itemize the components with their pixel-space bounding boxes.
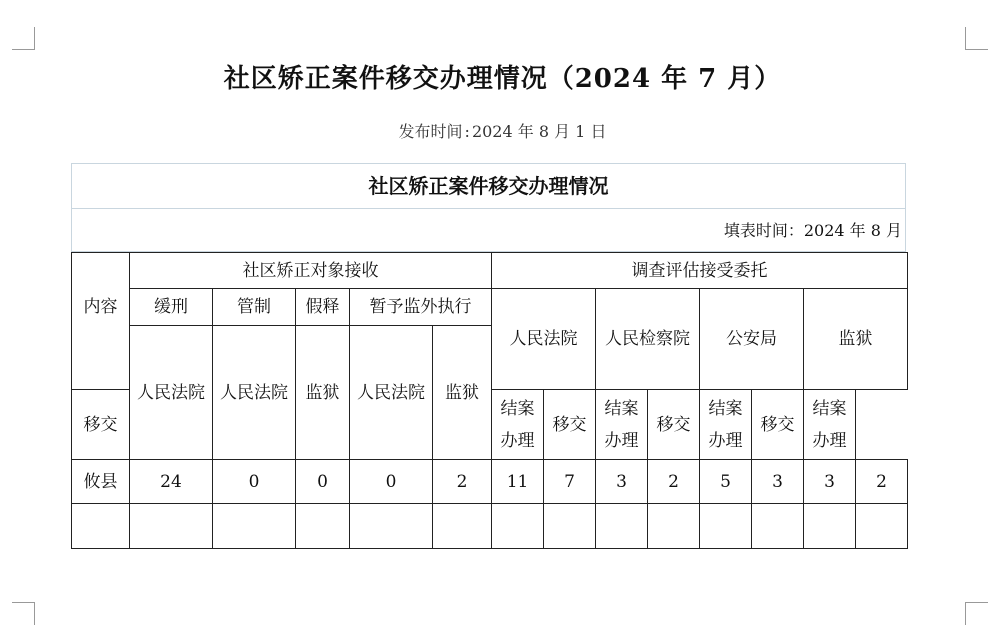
crop-mark-bottom-right [965,602,988,625]
closed-line-1: 结案 [708,398,743,419]
header-police-closed [700,390,752,460]
header-court-transfer: 移交 [72,390,130,460]
data-table [71,252,908,549]
crop-mark-top-right [965,27,988,50]
header-jiashi-prison: 监狱 [296,326,350,460]
cell-value: 0 [213,460,296,504]
closed-line-2: 办理 [604,430,639,451]
table-header-row-1 [72,253,908,289]
cell-value: 3 [596,460,648,504]
header-zanyu-court: 人民法院 [350,326,433,460]
fill-time: 填表时间：2024 年 8 月 [723,221,902,240]
publish-date-value: 2024 年 8 月 1 日 [471,122,607,141]
cell-value: 11 [492,460,544,504]
cell-value: 5 [700,460,752,504]
header-group-receive: 社区矫正对象接收 [130,253,492,289]
empty-cell [130,504,213,549]
cell-value: 2 [856,460,908,504]
header-guanzhi: 管制 [213,289,296,326]
row-name: 攸县 [72,460,130,504]
cell-value: 0 [350,460,433,504]
empty-cell [544,504,596,549]
closed-line-2: 办理 [812,430,847,451]
header-zanyu-prison: 监狱 [433,326,492,460]
header-survey-police: 公安局 [700,289,804,390]
empty-cell [296,504,350,549]
header-huanxing: 缓刑 [130,289,213,326]
table-row [72,460,908,504]
header-court-closed [492,390,544,460]
header-police-transfer: 移交 [648,390,700,460]
header-prosecutor-transfer: 移交 [544,390,596,460]
table-header-box [71,163,906,252]
publish-date: 发布时间 : 2024 年 8 月 1 日 [398,122,607,141]
header-content: 内容 [72,253,130,390]
cell-value: 3 [752,460,804,504]
empty-cell [433,504,492,549]
header-prison-closed [804,390,856,460]
document-title: 社区矫正案件移交办理情况（2024 年 7 月） [223,64,782,94]
closed-line-1: 结案 [500,398,535,419]
publish-date-label: 发布时间 [398,122,463,141]
table-caption: 社区矫正案件移交办理情况 [72,164,905,209]
header-survey-prosecutor: 人民检察院 [596,289,700,390]
table-row-empty [72,504,908,549]
empty-cell [350,504,433,549]
empty-cell [213,504,296,549]
header-jiashi: 假释 [296,289,350,326]
closed-line-2: 办理 [500,430,535,451]
header-group-survey: 调查评估接受委托 [492,253,908,289]
empty-cell [596,504,648,549]
empty-cell [856,504,908,549]
header-zanyu: 暂予监外执行 [350,289,492,326]
empty-cell [648,504,700,549]
table-header-row-2 [72,289,908,326]
crop-mark-top-left [12,27,35,50]
cell-value: 7 [544,460,596,504]
empty-cell [804,504,856,549]
empty-cell [752,504,804,549]
cell-value: 2 [648,460,700,504]
header-prison-transfer: 移交 [752,390,804,460]
cell-value: 3 [804,460,856,504]
empty-cell [72,504,130,549]
closed-line-1: 结案 [812,398,847,419]
empty-cell [700,504,752,549]
header-huanxing-court: 人民法院 [130,326,213,460]
cell-value: 2 [433,460,492,504]
header-guanzhi-court: 人民法院 [213,326,296,460]
closed-line-1: 结案 [604,398,639,419]
crop-mark-bottom-left [12,602,35,625]
header-survey-prison: 监狱 [804,289,908,390]
closed-line-2: 办理 [708,430,743,451]
cell-value: 24 [130,460,213,504]
header-prosecutor-closed [596,390,648,460]
cell-value: 0 [296,460,350,504]
header-survey-court: 人民法院 [492,289,596,390]
empty-cell [492,504,544,549]
